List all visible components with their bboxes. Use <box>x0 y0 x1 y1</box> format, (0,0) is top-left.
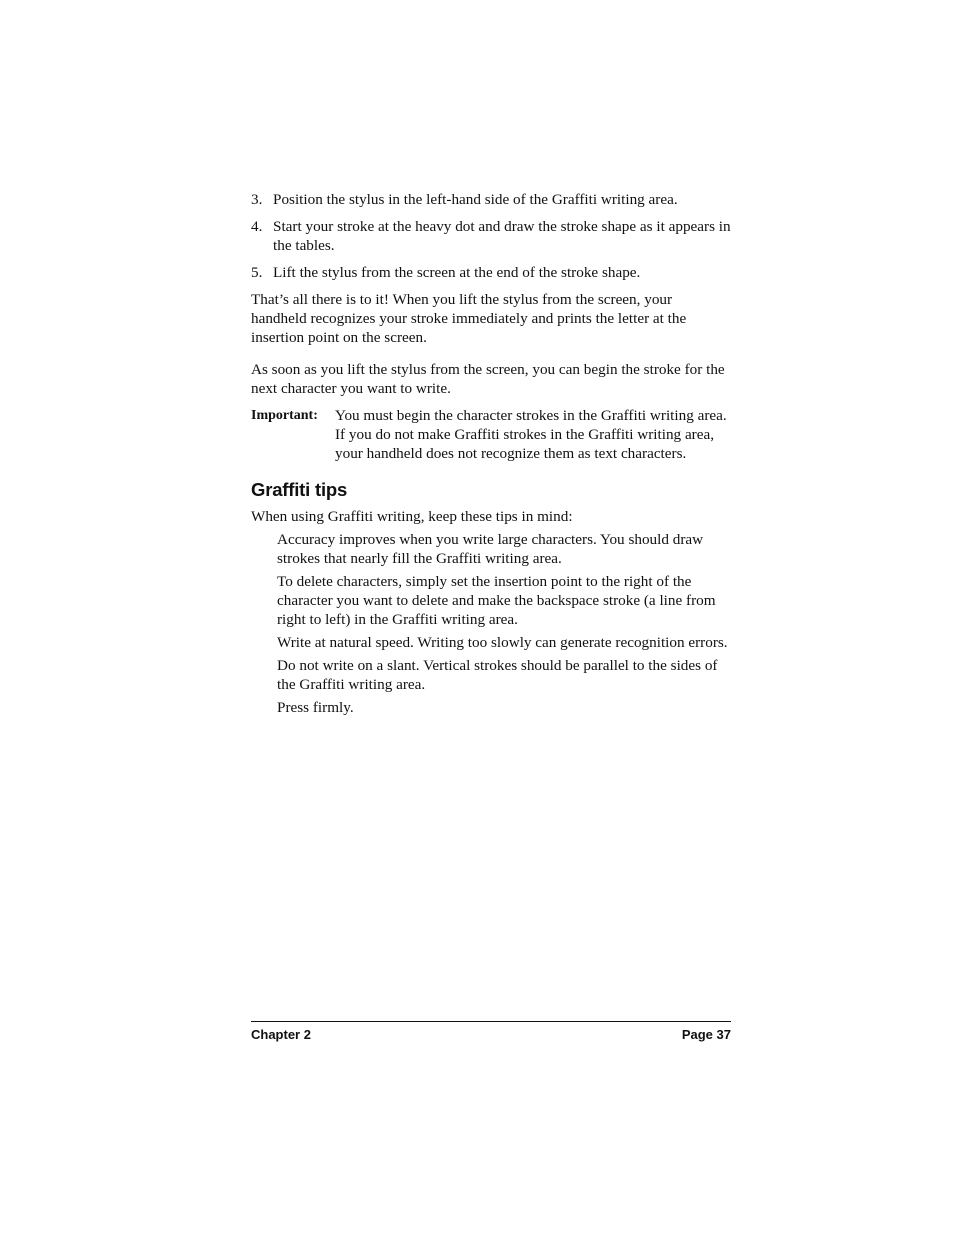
body-paragraph: As soon as you lift the stylus from the screen, you can begin the stroke for the next character you want to write. <box>251 361 725 397</box>
step-number: 4. <box>251 218 263 235</box>
step-text: Start your stroke at the heavy dot and draw the stroke shape as it appears in the tables. <box>273 218 731 254</box>
step-number: 3. <box>251 191 263 208</box>
page-content <box>251 190 731 721</box>
list-item <box>251 190 731 209</box>
step-text: Lift the stylus from the screen at the end of the stroke shape. <box>273 264 641 281</box>
list-item: Do not write on a slant. Vertical strokes should be parallel to the sides of the Graffiti writing area. <box>277 657 718 693</box>
list-item <box>251 217 731 255</box>
step-number: 5. <box>251 264 263 281</box>
footer-chapter: Chapter 2 <box>251 1027 311 1042</box>
body-paragraph: That’s all there is to it! When you lift the stylus from the screen, your handheld recognizes your stroke immediately and prints the letter at the insertion point on the screen. <box>251 291 687 346</box>
section-intro: When using Graffiti writing, keep these tips in mind: <box>251 508 573 525</box>
important-note <box>251 406 731 463</box>
page-footer <box>251 1021 731 1042</box>
footer-page-number: Page 37 <box>681 1027 731 1042</box>
list-item: To delete characters, simply set the insertion point to the right of the character you want to delete and make the backspace stroke (a line from right to left) in the Graffiti writing area. <box>277 573 716 628</box>
step-list <box>251 190 731 282</box>
list-item: Write at natural speed. Writing too slowly can generate recognition errors. <box>277 634 728 651</box>
list-item: Press firmly. <box>277 699 354 716</box>
important-label: Important: <box>251 408 318 423</box>
list-item <box>251 263 731 282</box>
tips-list <box>251 530 731 717</box>
important-text: You must begin the character strokes in the Graffiti writing area. If you do not make Graffiti strokes in the Graffiti writing area, your handheld does not recognize them as text characters. <box>335 407 727 462</box>
list-item: Accuracy improves when you write large characters. You should draw strokes that nearly fill the Graffiti writing area. <box>277 531 704 567</box>
section-title: Graffiti tips <box>251 479 348 500</box>
step-text: Position the stylus in the left-hand side of the Graffiti writing area. <box>273 191 678 208</box>
